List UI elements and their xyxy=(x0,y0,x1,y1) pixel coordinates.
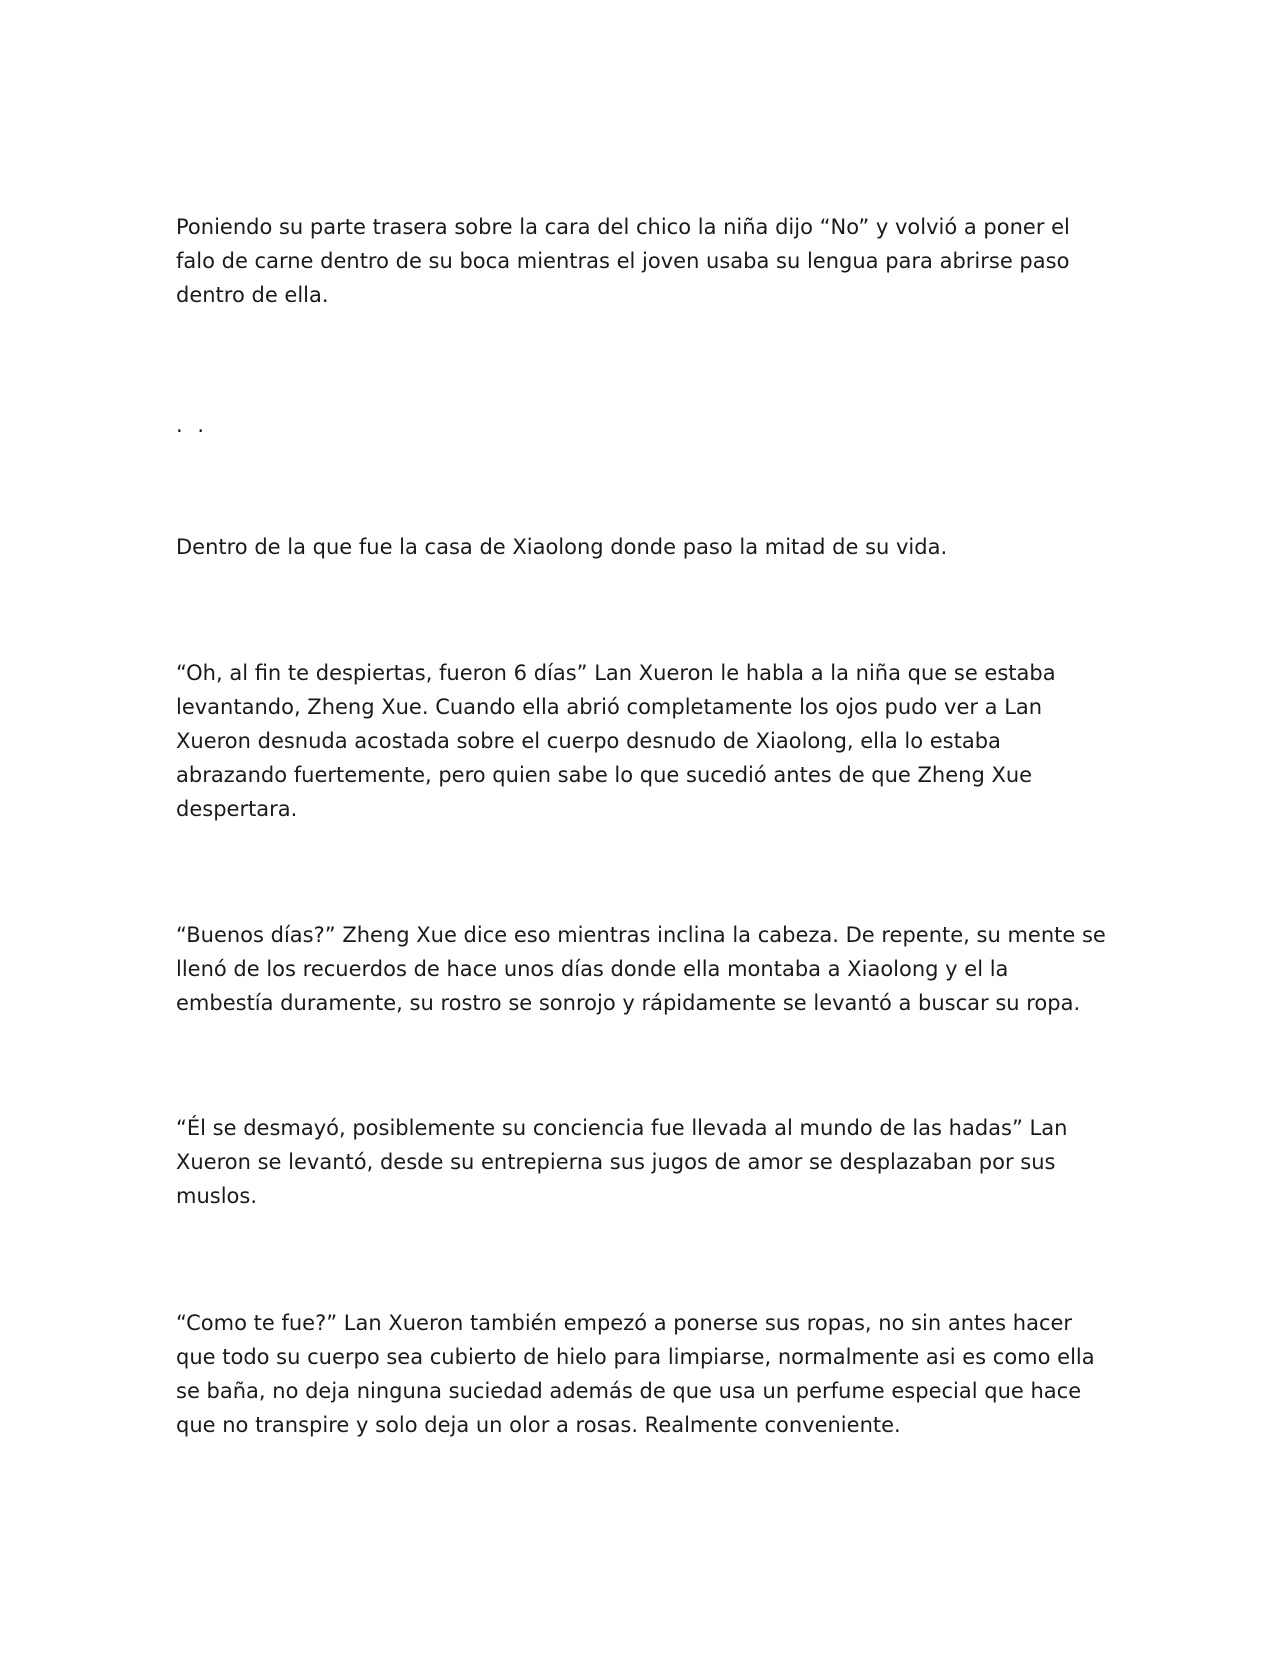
paragraph-6: “Él se desmayó, posiblemente su conciencia fue llevada al mundo de las hadas” Lan Xueron se levantó, desde su entrepierna sus jugos de amor se desplazaban por sus muslos. xyxy=(176,1116,1068,1208)
paragraph-5: “Buenos días?” Zheng Xue dice eso mientras inclina la cabeza. De repente, su mente se llenó de los recuerdos de hace unos días donde ella montaba a Xiaolong y el la embestía duramente, su rostro se sonrojo y rápidamente se levantó a buscar su ropa. xyxy=(176,923,1106,1015)
paragraph-3: Dentro de la que fue la casa de Xiaolong donde paso la mitad de su vida. xyxy=(176,535,948,559)
paragraph-7: “Como te fue?” Lan Xueron también empezó a ponerse sus ropas, no sin antes hacer que todo su cuerpo sea cubierto de hielo para limpiarse, normalmente asi es como ella se baña, no deja ninguna suciedad además de que usa un perfume especial que hace que no transpire y solo deja un olor a rosas. Realmente conveniente. xyxy=(176,1311,1095,1437)
scene-break: . . xyxy=(176,413,209,437)
paragraph-4: “Oh, al fin te despiertas, fueron 6 días” Lan Xueron le habla a la niña que se estaba levantando, Zheng Xue. Cuando ella abrió completamente los ojos pudo ver a Lan Xueron desnuda acostada sobre el cuerpo desnudo de Xiaolong, ella lo estaba abrazando fuertemente, pero quien sabe lo que sucedió antes de que Zheng Xue despertara. xyxy=(176,661,1056,821)
paragraph-1: Poniendo su parte trasera sobre la cara del chico la niña dijo “No” y volvió a poner el falo de carne dentro de su boca mientras el joven usaba su lengua para abrirse paso dentro de ella. xyxy=(176,215,1070,307)
